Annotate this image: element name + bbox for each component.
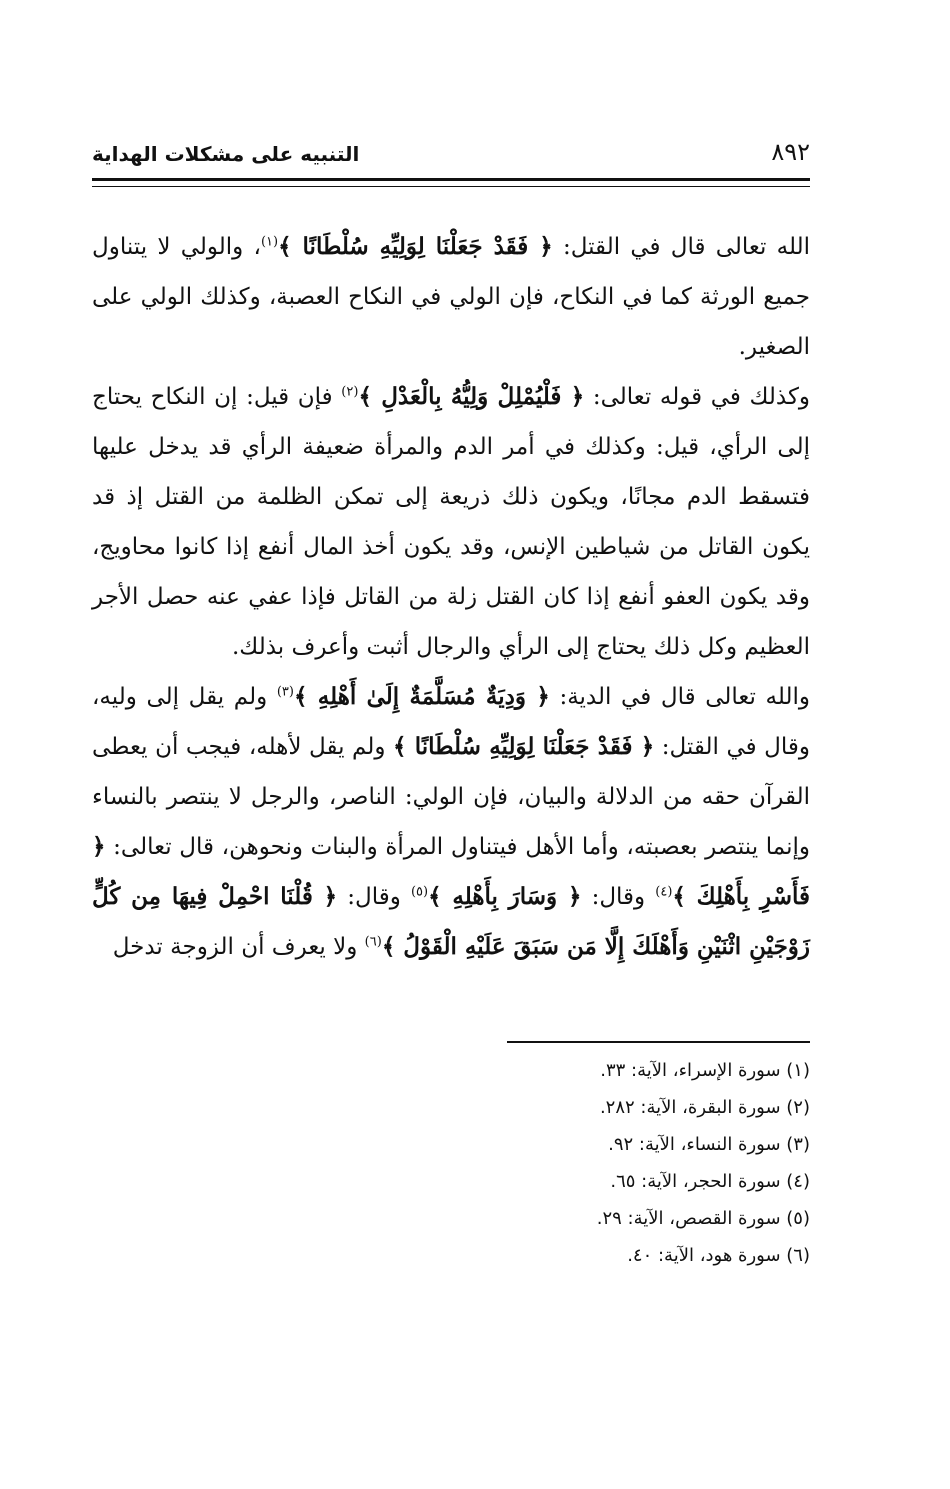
footnote-item: (٥) سورة القصص، الآية: ٢٩.: [596, 1208, 810, 1229]
quran-verse: ﴿ وَسَارَ بِأَهْلِهِ ﴾: [428, 883, 582, 910]
quran-verse: ﴿ فَقَدْ جَعَلْنَا لِوَلِيِّهِ سُلْطَانًا ﴾: [278, 233, 553, 260]
footnote-ref: (٦): [364, 934, 382, 950]
text-run: الله تعالى قال في القتل:: [552, 234, 810, 260]
text-run: ولم يقل إلى وليه، وقال في القتل:: [92, 684, 810, 760]
quran-verse: ﴿ فَقَدْ جَعَلْنَا لِوَلِيِّهِ سُلْطَانًا ﴾: [393, 733, 655, 760]
quran-verse: ﴿ وَدِيَةٌ مُسَلَّمَةٌ إِلَىٰ أَهْلِهِ ﴾: [293, 683, 550, 710]
text-run: فإن قيل: إن النكاح يحتاج إلى الرأي، قيل: وكذلك في أمر الدم والمرأة ضعيفة الرأي قد يدخل عليها فتسقط الدم مجانًا، ويكون ذلك ذريعة إلى تمكن الظلمة من القتل إذ قد يكون القاتل من شياطين الإنس، وقد يكون أخذ المال أنفع إذا كانوا محاويج، وقد يكون العفو أنفع إذا كان القتل زلة من القاتل فإذا عفي عنه حصل الأجر العظيم وكل ذلك يحتاج إلى الرأي والرجال أثبت وأعرف بذلك.: [92, 384, 810, 660]
paragraph-3: [92, 672, 810, 972]
footnote-ref: (٢): [341, 384, 359, 400]
footnote-item: (٦) سورة هود، الآية: ٤٠.: [627, 1245, 810, 1266]
footnote-item: (٤) سورة الحجر، الآية: ٦٥.: [610, 1171, 810, 1192]
footnote-ref: (٤): [655, 884, 673, 900]
book-title: التنبيه على مشكلات الهداية: [92, 142, 360, 166]
running-header: [92, 138, 810, 174]
footnote-ref: (٥): [410, 884, 429, 900]
quran-verse: ﴿ فَأَسْرِ بِأَهْلِكَ ﴾: [92, 833, 810, 910]
text-run: ، والولي لا يتناول جميع الورثة كما في النكاح، فإن الولي في النكاح العصبة، وكذلك الولي على الصغير.: [92, 234, 810, 360]
header-rule-thick: [92, 178, 810, 181]
main-text: [92, 222, 810, 972]
text-run: ولا يعرف أن الزوجة تدخل: [112, 934, 365, 960]
footnote-ref: (١): [260, 234, 279, 250]
text-run: ولم يقل لأهله، فيجب أن يعطى القرآن حقه من الدلالة والبيان، فإن الولي: الناصر، والرجل لا ينتصر بالنساء وإنما ينتصر بعصبته، وأما الأهل فيتناول المرأة والبنات ونحوهن، قال تعالى:: [92, 734, 810, 860]
footnote-item: (٢) سورة البقرة، الآية: ٢٨٢.: [599, 1097, 810, 1118]
text-run: وكذلك في قوله تعالى:: [584, 384, 810, 410]
header-rule-thin: [92, 186, 810, 187]
paragraph-2: [92, 372, 810, 672]
footnote-item: (١) سورة الإسراء، الآية: ٣٣.: [600, 1060, 810, 1081]
footnote-item: (٣) سورة النساء، الآية: ٩٢.: [608, 1134, 810, 1155]
text-run: والله تعالى قال في الدية:: [549, 684, 810, 710]
paragraph-1: [92, 222, 810, 372]
quran-verse: ﴿ فَلْيُمْلِلْ وَلِيُّهُ بِالْعَدْلِ ﴾: [358, 383, 585, 410]
footnote-separator: [507, 1041, 810, 1043]
page-number: ٨٩٢: [771, 138, 810, 166]
footnote-ref: (٣): [276, 684, 294, 700]
text-run: وقال:: [581, 884, 656, 910]
footnotes: [410, 1052, 810, 1274]
text-run: وقال:: [337, 884, 411, 910]
quran-verse: ﴿ قُلْنَا احْمِلْ فِيهَا مِن كُلٍّ زَوْجَيْنِ اثْنَيْنِ وَأَهْلَكَ إِلَّا مَن سَبَقَ عَلَيْهِ الْقَوْلُ ﴾: [92, 883, 810, 960]
